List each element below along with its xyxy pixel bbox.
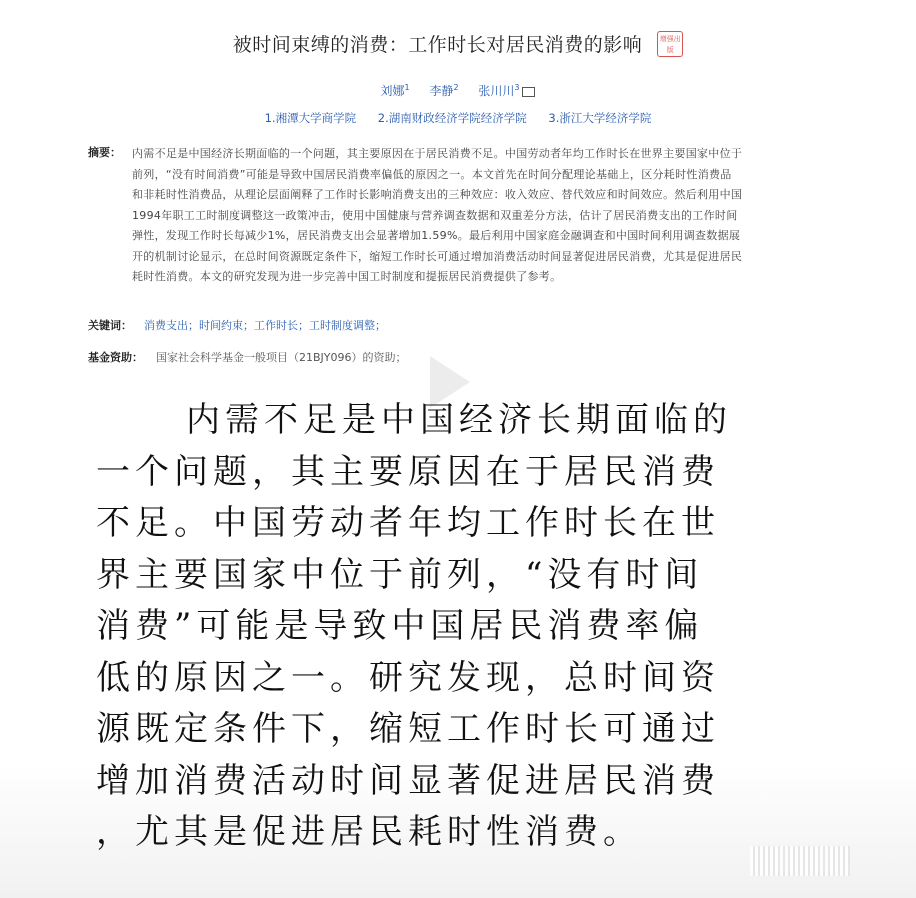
keywords-label: 关键词： bbox=[88, 319, 132, 332]
affiliation-list bbox=[0, 110, 916, 126]
author-link[interactable]: 张川川$^3$ bbox=[478, 84, 535, 98]
watermark-decoration bbox=[750, 846, 850, 876]
funding-label: 基金资助： bbox=[88, 351, 143, 364]
abstract-label: 摘要： bbox=[88, 146, 121, 159]
affiliation-link[interactable]: 1.湘潭大学商学院 bbox=[264, 111, 357, 125]
mail-icon[interactable] bbox=[522, 87, 535, 97]
author-link[interactable]: 李静$^2$ bbox=[429, 83, 459, 98]
abstract-section bbox=[88, 144, 828, 304]
paper-title: 被时间束缚的消费：工作时长对居民消费的影响 bbox=[232, 34, 643, 56]
affiliation-link[interactable]: 2.湖南财政经济学院经济学院 bbox=[377, 111, 527, 125]
title-row bbox=[0, 30, 916, 57]
abstract-text: 内需不足是中国经济长期面临的一个问题，其主要原因在于居民消费不足。中国劳动者年均工作时长在世界主要国家中位于 前列，“没有时间消费”可能是导致中国居民消费率偏低的原因之一。本文首先在时间分配理论基础上，区分耗时性消费品 和非耗时性消费品，从理论层面阐释了工作时长影响消费支出的三种效应：收入效应、替代效应和时间效应。然后利用中国 1994年职工工时制度调整这一政策冲击，使用中国健康与营养调查数据和双重差分方法，估计了居民消费支出的工作时间 弹性，发现工作时长每减少1%，居民消费支出会显著增加1.59%。最后利用中国家庭金融调查和中国时间利用调查数据展 开的机制讨论显示，在总时间资源既定条件下，缩短工作时长可通过增加消费活动时间显著促进居民消费，尤其是促进居民 耗时性消费。本文的研究发现为进一步完善中国工时制度和提振居民消费提供了参考。 bbox=[132, 147, 743, 283]
author-link[interactable]: 刘娜$^1$ bbox=[380, 83, 410, 98]
keywords-links[interactable]: 消费支出；时间约束；工作时长；工时制度调整； bbox=[144, 319, 386, 332]
handwritten-excerpt: 内需不足是中国经济长期面临的 一个问题，其主要原因在于居民消费 不足。中国劳动者年均工作时长在世 界主要国家中位于前列，“没有时间 消费”可能是导致中国居民消费率偏 低的原因之一。研究发现，总时间资 源既定条件下，缩短工作时长可通过 增加消费活动时间显著促进居民消费 ，尤其是促进居民耗时性消费。 bbox=[96, 400, 732, 852]
author-list bbox=[0, 82, 916, 99]
enhanced-publication-badge[interactable]: 增强出版 bbox=[657, 31, 683, 57]
keywords-section bbox=[88, 317, 828, 333]
funding-text: 国家社会科学基金一般项目（21BJY096）的资助； bbox=[156, 351, 407, 364]
affiliation-link[interactable]: 3.浙江大学经济学院 bbox=[548, 111, 652, 125]
